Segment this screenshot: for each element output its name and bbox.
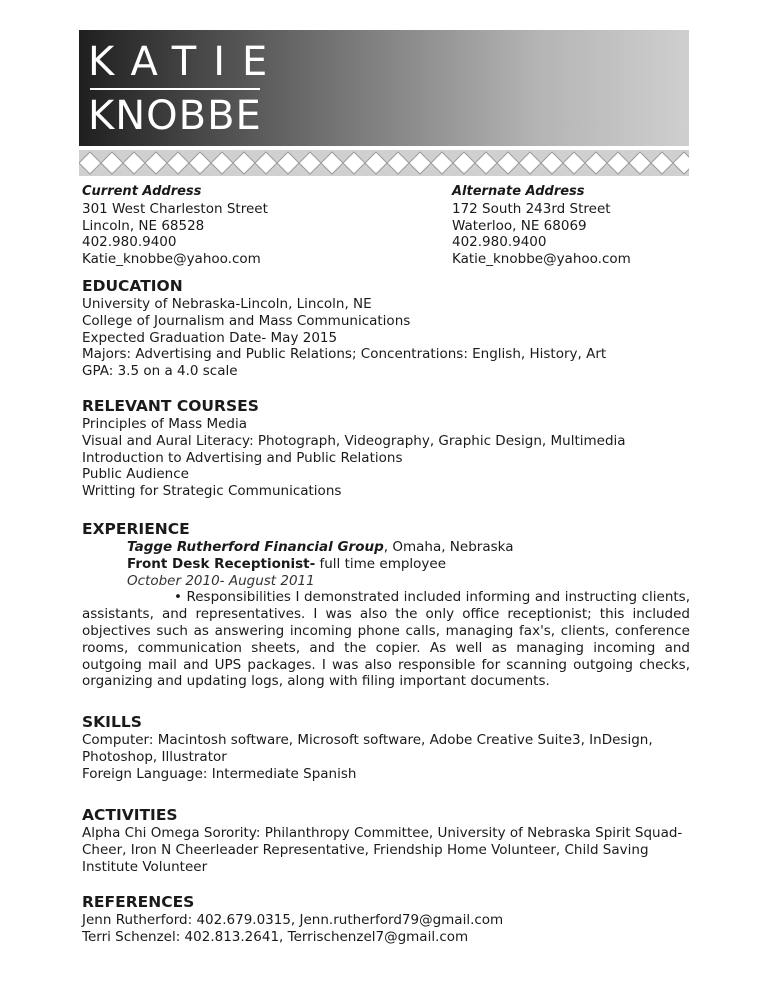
current-street: 301 West Charleston Street	[82, 200, 268, 217]
current-address-label: Current Address	[82, 184, 202, 199]
experience-section	[82, 519, 690, 690]
alternate-address	[452, 184, 752, 268]
last-name: KNOBBE	[88, 93, 262, 139]
job-dates: October 2010- August 2011	[127, 572, 315, 589]
current-phone: 402.980.9400	[82, 234, 177, 251]
job-description: • Responsibilities I demonstrated included informing and instructing clients, assistants, and representatives. I was also the only office receptionist; this included objectives such as answering incoming phone calls, managing fax's, clients, conference rooms, communication sheets, and the copier. As well as managing incoming and outgoing mail and UPS packages. I was also responsible for scanning outgoing checks, organizing and updating logs, along with filing important documents.	[82, 589, 690, 690]
computer-skills: Computer: Macintosh software, Microsoft software, Adobe Creative Suite3, InDesign, Photoshop, Illustrator	[82, 732, 653, 765]
section-heading: SKILLS	[82, 713, 142, 731]
education-section	[82, 276, 690, 380]
employment-type: full time employee	[315, 555, 447, 572]
education-line: University of Nebraska-Lincoln, Lincoln, NE	[82, 296, 372, 312]
language-skills: Foreign Language: Intermediate Spanish	[82, 765, 357, 782]
references-section	[82, 892, 690, 946]
course-line: Introduction to Advertising and Public Relations	[82, 449, 403, 466]
section-heading: RELEVANT COURSES	[82, 397, 259, 415]
alternate-street: 172 South 243rd Street	[452, 200, 611, 217]
education-line: GPA: 3.5 on a 4.0 scale	[82, 363, 238, 380]
current-address	[82, 184, 382, 268]
current-city: Lincoln, NE 68528	[82, 217, 205, 234]
course-line: Visual and Aural Literacy: Photograph, Videography, Graphic Design, Multimedia	[82, 432, 626, 449]
education-line: Expected Graduation Date- May 2015	[82, 329, 338, 346]
job-title: Front Desk Receptionist-	[127, 555, 316, 572]
first-name: KATIE	[88, 39, 285, 85]
alternate-email: Katie_knobbe@yahoo.com	[452, 251, 631, 268]
course-line: Public Audience	[82, 466, 189, 483]
name-divider	[90, 88, 260, 90]
activities-section	[82, 805, 690, 875]
course-line: Writting for Strategic Communications	[82, 483, 342, 500]
job-line	[82, 556, 690, 573]
activities-text: Alpha Chi Omega Sorority: Philanthropy Committee, University of Nebraska Spirit Squad-Cheer, Iron N Cheerleader Representative, Friendship Home Volunteer, Child Saving Institute Volunteer	[82, 825, 683, 875]
employer-line	[82, 539, 690, 556]
alternate-city: Waterloo, NE 68069	[452, 217, 587, 234]
alternate-phone: 402.980.9400	[452, 234, 547, 251]
section-heading: ACTIVITIES	[82, 806, 178, 824]
company-name: Tagge Rutherford Financial Group	[127, 539, 384, 555]
section-heading: EDUCATION	[82, 277, 183, 295]
section-heading: EXPERIENCE	[82, 520, 190, 538]
education-line: Majors: Advertising and Public Relations; Concentrations: English, History, Art	[82, 346, 607, 363]
reference-line: Jenn Rutherford: 402.679.0315, Jenn.rutherford79@gmail.com	[82, 912, 504, 928]
alternate-address-label: Alternate Address	[452, 184, 585, 199]
company-location: , Omaha, Nebraska	[383, 539, 514, 555]
section-heading: REFERENCES	[82, 893, 195, 911]
education-line: College of Journalism and Mass Communications	[82, 312, 411, 329]
current-email: Katie_knobbe@yahoo.com	[82, 251, 261, 268]
skills-section	[82, 712, 690, 782]
courses-section	[82, 396, 690, 500]
reference-line: Terri Schenzel: 402.813.2641, Terrischenzel7@gmail.com	[82, 928, 469, 945]
diamond-border	[79, 150, 689, 176]
course-line: Principles of Mass Media	[82, 416, 248, 432]
